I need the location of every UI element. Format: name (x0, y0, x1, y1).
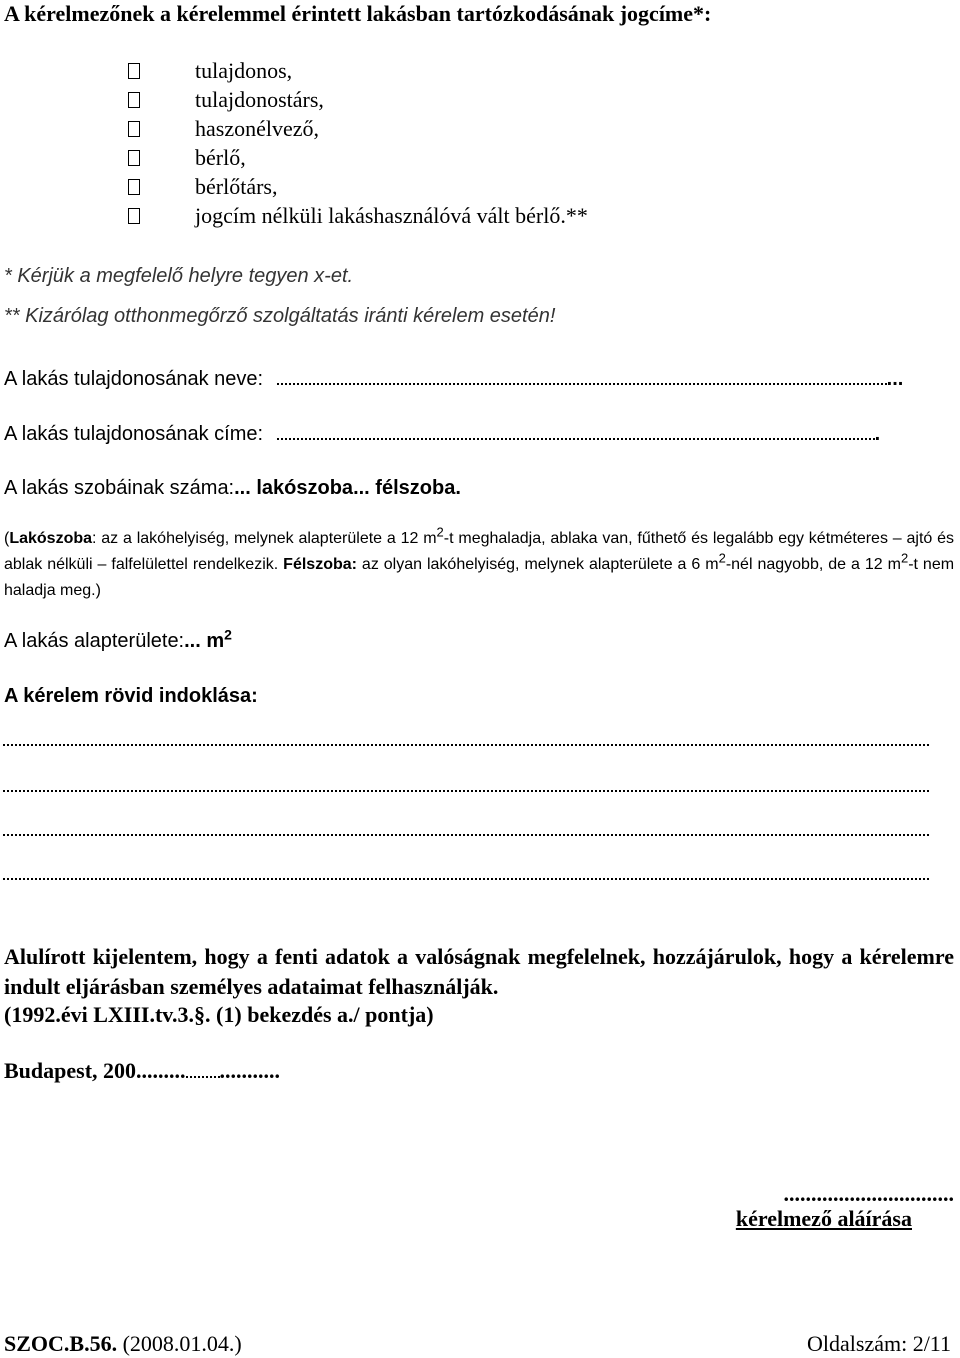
sup-2: 2 (436, 524, 444, 540)
option-co-tenant[interactable] (128, 172, 277, 201)
lakoszoba-term: Lakószoba (9, 530, 93, 547)
section-heading: A kérelmezőnek a kérelemmel érintett lakásban tartózkodásának jogcíme*: (4, 1, 712, 26)
place-date[interactable] (4, 1057, 280, 1085)
owner-name-tail: ... (886, 368, 904, 390)
place-date-prefix: Budapest, 200 (4, 1058, 137, 1083)
reason-line-3[interactable] (3, 834, 929, 836)
option-label: bérlő, (195, 144, 246, 170)
checkbox[interactable] (128, 179, 140, 195)
rooms-label: A lakás szobáinak száma: (4, 477, 235, 499)
signature-dots[interactable]: ............................... (783, 1181, 954, 1206)
def-part4: -nél nagyobb, de a 12 m (725, 556, 901, 573)
checkbox[interactable] (128, 150, 140, 166)
area-label: A lakás alapterülete: (4, 630, 185, 652)
reason-line-1[interactable] (3, 744, 929, 746)
option-label: tulajdonos, (195, 57, 293, 83)
option-label: haszonélvező, (195, 115, 319, 141)
footer-code (4, 1330, 242, 1358)
option-untitled-tenant[interactable] (128, 201, 588, 230)
def-part5: -t nem haladja meg.) (4, 556, 955, 599)
rooms-lakoszoba: lakószoba (256, 477, 354, 499)
rooms-dots-2: ... (353, 477, 370, 499)
owner-name-label: A lakás tulajdonosának neve: (4, 368, 264, 390)
paren-open: ( (4, 530, 10, 547)
reason-line-4[interactable] (3, 878, 929, 880)
option-label: jogcím nélküli lakáshasználóvá vált bérlő.** (195, 202, 588, 228)
place-date-line (186, 1062, 220, 1078)
rooms-field[interactable] (4, 475, 461, 501)
owner-address-label: A lakás tulajdonosának címe: (4, 423, 264, 445)
signature-label: kérelmező aláírása (735, 1206, 912, 1231)
rooms-felszoba: félszoba. (375, 477, 461, 499)
sup-2: 2 (718, 550, 726, 566)
area-dots: ... (184, 630, 201, 652)
area-field[interactable] (4, 628, 232, 654)
owner-address-field[interactable] (4, 421, 880, 447)
option-owner[interactable] (128, 56, 292, 85)
place-date-dots-1: ......... (136, 1058, 186, 1083)
owner-address-dots (277, 424, 875, 440)
note-home-care-only: ** Kizárólag otthonmegőrző szolgáltatás iránti kérelem esetén! (4, 305, 556, 327)
reason-line-2[interactable] (3, 790, 929, 792)
felszoba-term: Félszoba: (283, 556, 357, 573)
area-unit-sup: 2 (224, 626, 232, 643)
owner-name-field[interactable] (4, 366, 903, 392)
area-unit: m (206, 630, 225, 652)
checkbox[interactable] (128, 208, 140, 224)
footer-code-date: (2008.01.04.) (117, 1331, 242, 1356)
declaration-legal-ref: (1992.évi LXIII.tv.3.§. (1) bekezdés a./ pontja) (4, 1002, 434, 1027)
def-part1: : az a lakóhelyiség, melynek alapterülete a 12 m (92, 530, 437, 547)
option-co-owner[interactable] (128, 85, 324, 114)
option-tenant[interactable] (128, 143, 246, 172)
option-label: tulajdonostárs, (195, 86, 324, 112)
reason-label: A kérelem rövid indoklása: (4, 685, 258, 707)
owner-address-tail: . (874, 423, 881, 445)
checkbox[interactable] (128, 63, 140, 79)
checkbox[interactable] (128, 121, 140, 137)
owner-name-dots (277, 369, 887, 385)
checkbox[interactable] (128, 92, 140, 108)
def-part2: -t meghaladja, ablaka van, fűthető és legalább egy kétméteres – ajtó és ablak nélküli – falfelülettel rendelkezik. (4, 530, 954, 573)
rooms-dots-1: ... (234, 477, 251, 499)
footer-code-text: SZOC.B.56. (4, 1331, 118, 1356)
option-label: bérlőtárs, (195, 173, 278, 199)
declaration-text: Alulírott kijelentem, hogy a fenti adatok a valóságnak megfelelnek, hozzájárulok, hogy a kérelemre indult eljárásban személyes adataimat felhasználják. (4, 944, 954, 999)
room-definitions (4, 526, 954, 604)
option-usufructuary[interactable] (128, 114, 319, 143)
note-mark-x: * Kérjük a megfelelő helyre tegyen x-et. (4, 265, 354, 287)
def-part3: az olyan lakóhelyiség, melynek alapterülete a 6 m (356, 556, 719, 573)
page-number: Oldalszám: 2/11 (807, 1331, 951, 1356)
sup-2: 2 (900, 550, 909, 566)
place-date-dots-2: ........... (219, 1058, 281, 1083)
